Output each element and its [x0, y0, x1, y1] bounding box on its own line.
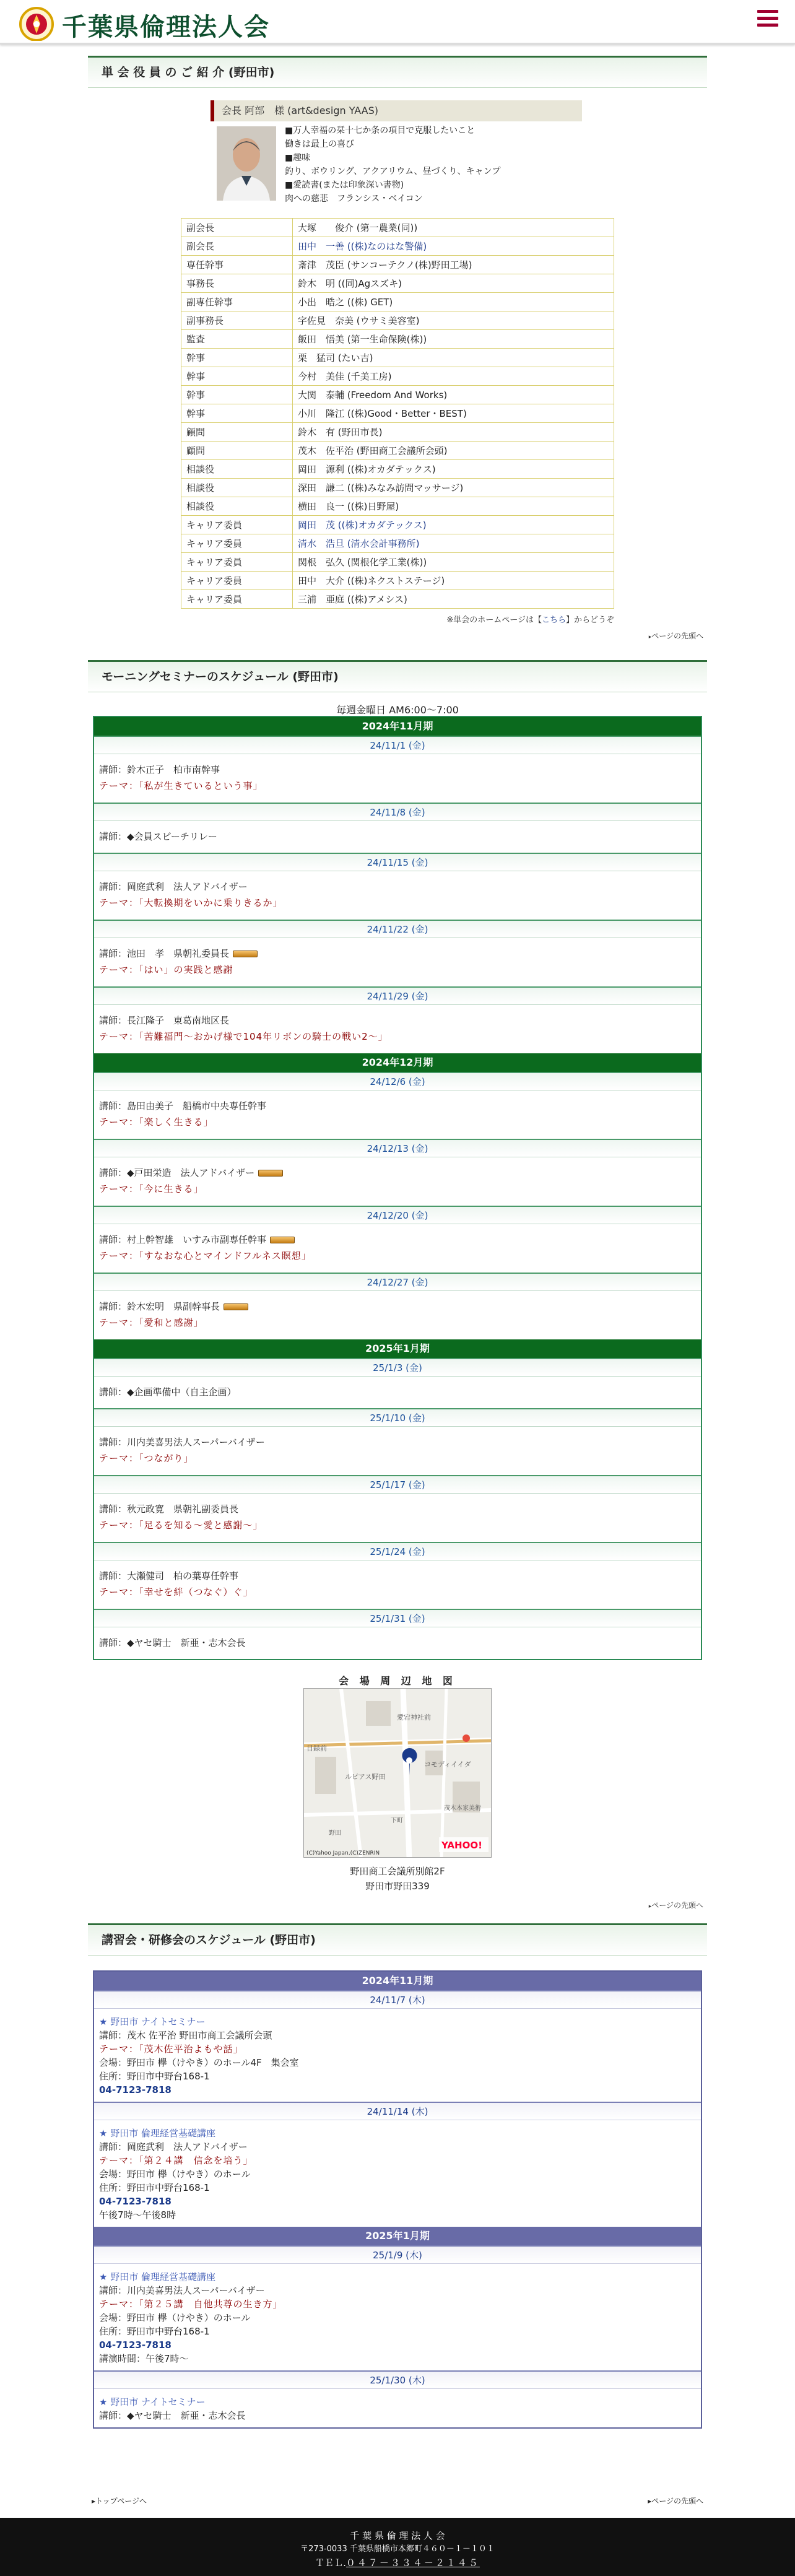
seminar-theme: テーマ：「つながり」: [99, 1453, 194, 1464]
officer-row: [181, 534, 614, 553]
officer-name: 横田 良一 ((株)日野屋): [293, 497, 614, 516]
profile-line: 釣り、ボウリング、アクアリウム、昼づくり、キャンプ: [285, 167, 501, 176]
seminar-entry: [94, 1494, 701, 1542]
seminar-entry: [94, 1090, 701, 1139]
officer-row: [181, 460, 614, 479]
officers-section: [88, 56, 707, 640]
seminar-date: 24/12/27 (金): [94, 1273, 701, 1291]
seminar-date: 25/1/3 (金): [94, 1358, 701, 1377]
officer-name: 深田 謙二 ((株)みなみ訪問マッサージ): [293, 479, 614, 497]
seminar-entry: [94, 1005, 701, 1053]
footer-org-name: 千 葉 県 倫 理 法 人 会: [350, 2530, 445, 2541]
speaker-text: 講師：池田 孝 県朝礼委員長: [99, 948, 230, 959]
officer-name: 飯田 悟美 (第一生命保険(株)): [293, 330, 614, 349]
seminar-date: 25/1/17 (金): [94, 1475, 701, 1494]
seminar-entry: [94, 1224, 701, 1273]
hamburger-menu-icon[interactable]: [755, 6, 780, 31]
seminar-speaker: [99, 879, 701, 895]
seminar-speaker: [99, 829, 701, 845]
seminar-entry: [94, 871, 701, 920]
seminar-date: 24/12/20 (金): [94, 1206, 701, 1224]
speaker-text: 講師：村上幹智雄 いすみ市副専任幹事: [99, 1234, 267, 1245]
homepage-link[interactable]: こちら: [541, 616, 566, 625]
lecture-date: 24/11/14 (木): [94, 2102, 701, 2120]
officer-row: [181, 404, 614, 423]
footer-tel: [0, 2556, 795, 2570]
speaker-text: 講師：川内美喜男法人スーパーバイザー: [99, 1437, 265, 1448]
officer-name: 茂木 佐平治 (野田商工会議所会頭): [293, 442, 614, 460]
lecture-theme: テーマ：「第２５講 自他共尊の生き方」: [99, 2299, 283, 2310]
event-name: ★ 野田市 ナイトセミナー: [99, 2396, 206, 2408]
officer-row: [181, 553, 614, 572]
officer-role: キャリア委員: [181, 534, 293, 553]
seminar-entry: [94, 1291, 701, 1339]
profile-badge-icon[interactable]: [270, 1237, 295, 1243]
seminar-speaker: [99, 1635, 701, 1651]
officer-name: 斎津 茂臣 (サンコーテクノ(株)野田工場): [293, 256, 614, 274]
officer-row: [181, 274, 614, 293]
seminar-entry: [94, 1157, 701, 1206]
seminar-speaker: [99, 1012, 701, 1029]
lecture-detail: 午後7時〜午後8時: [99, 2209, 176, 2221]
officer-role: 顧問: [181, 423, 293, 442]
speaker-text: 講師：岡庭武利 法人アドバイザー: [99, 881, 248, 892]
seminar-theme: テーマ：「愛和と感謝」: [99, 1317, 204, 1328]
arrow-icon: ▸: [648, 634, 652, 640]
site-title[interactable]: 千葉県倫理法人会: [62, 13, 270, 41]
officer-name: 鈴木 有 (野田市長): [293, 423, 614, 442]
officer-name[interactable]: 岡田 茂 ((株)オカダテックス): [293, 516, 614, 534]
seminar-speaker: [99, 1299, 701, 1315]
officer-role: 副専任幹事: [181, 293, 293, 311]
seminar-entry: [94, 1427, 701, 1475]
speaker-text: 講師：◆ヤセ騎士 新亜・志木会長: [99, 1637, 246, 1648]
seminar-theme: テーマ：「はい」の実践と感謝: [99, 964, 233, 975]
seminar-theme: テーマ：「幸せを絆（つなぐ）ぐ」: [99, 1586, 253, 1598]
to-top-link[interactable]: ▸ページの先頭へ: [648, 632, 703, 640]
officer-row: [181, 311, 614, 330]
map-label: 野田: [329, 1830, 341, 1837]
month-header: 2024年12月期: [94, 1053, 701, 1072]
lecture-section: [88, 1923, 707, 2505]
seminar-date: 24/12/6 (金): [94, 1072, 701, 1090]
seminar-theme: テーマ：「大転換期をいかに乗りきるか」: [99, 897, 283, 908]
map-copyright: (C)Yahoo Japan,(C)ZENRIN: [306, 1850, 380, 1856]
officer-name: 鈴木 明 ((同)Agスズキ): [293, 274, 614, 293]
section-title: 講習会・研修会のスケジュール (野田市): [88, 1923, 707, 1956]
lecture-detail: 会場：野田市 欅（けやき）のホール: [99, 2169, 251, 2180]
month-header: 2025年1月期: [94, 2227, 701, 2245]
section-title: 単 会 役 員 の ご 紹 介 (野田市): [88, 56, 707, 88]
map-label: 下町: [391, 1817, 403, 1824]
seminar-entry: [94, 938, 701, 986]
speaker-text: 講師：鈴木正子 柏市南幹事: [99, 764, 220, 775]
month-header: 2024年11月期: [94, 1972, 701, 1990]
seminar-date: 24/11/1 (金): [94, 736, 701, 754]
officer-role: 顧問: [181, 442, 293, 460]
speaker-text: 講師：◆戸田栄造 法人アドバイザー: [99, 1167, 255, 1178]
officer-role: 幹事: [181, 386, 293, 404]
to-top-link[interactable]: ▸ページの先頭へ: [648, 2497, 703, 2505]
lecture-date: 25/1/9 (木): [94, 2245, 701, 2264]
profile-badge-icon[interactable]: [233, 951, 258, 957]
seminar-date: 25/1/10 (金): [94, 1408, 701, 1427]
map-label: 茂木本家美術: [444, 1805, 481, 1812]
map-label: 愛宕神社前: [397, 1713, 431, 1721]
officer-row: [181, 479, 614, 497]
lecture-schedule: [93, 1970, 702, 2429]
profile-line: 肉への慈悲 フランシス・ベイコン: [285, 194, 423, 204]
officer-name: 今村 美佳 (千美工房): [293, 367, 614, 386]
speaker-text: 講師：大瀬健司 柏の葉専任幹事: [99, 1570, 239, 1582]
officer-name[interactable]: 田中 一善 ((株)なのはな警備): [293, 237, 614, 256]
seminar-theme: テーマ：「苦難福門～おかげ様で104年リボンの騎士の戦い2～」: [99, 1031, 388, 1042]
homepage-note: [410, 613, 614, 625]
president-label: 会長 阿部 様 (art&design YAAS): [211, 100, 582, 121]
officer-role: 専任幹事: [181, 256, 293, 274]
lecture-detail: 講演時間：午後7時〜: [99, 2353, 189, 2364]
profile-line: 働きは最上の喜び: [285, 139, 354, 149]
lecture-entry: [94, 2389, 701, 2427]
officer-name: 田中 大介 ((株)ネクストステージ): [293, 572, 614, 590]
lecture-entry: [94, 2264, 701, 2370]
phone-number[interactable]: 04-7123-7818: [99, 2196, 172, 2207]
link-label: ページの先頭へ: [651, 2497, 703, 2505]
site-header: [0, 0, 795, 45]
officer-row: [181, 590, 614, 609]
president-profile: [285, 124, 500, 206]
officer-role: 副会長: [181, 219, 293, 237]
lecture-detail: 住所：野田市中野台168-1: [99, 2182, 210, 2193]
officer-role: 幹事: [181, 404, 293, 423]
speaker-text: 講師：◆会員スピーチリレー: [99, 831, 217, 842]
lecture-detail: 講師：◆ヤセ騎士 新亜・志木会長: [99, 2410, 246, 2421]
speaker-text: 講師：鈴木宏明 県副幹事長: [99, 1301, 220, 1312]
lecture-date: 24/11/7 (木): [94, 1990, 701, 2009]
site-footer: [0, 2518, 795, 2576]
officer-row: [181, 330, 614, 349]
profile-line: ■万人幸福の栞十七か条の項目で克服したいこと: [285, 126, 476, 136]
lecture-theme: テーマ：「第２４講 信念を培う」: [99, 2155, 253, 2166]
map-label: 目録前: [306, 1744, 327, 1752]
venue-address: [88, 1864, 707, 1894]
lecture-detail: 会場：野田市 欅（けやき）のホール4F 集会室: [99, 2057, 299, 2068]
seminar-entry: [94, 754, 701, 803]
seminar-date: 25/1/24 (金): [94, 1542, 701, 1560]
lecture-detail: 住所：野田市中野台168-1: [99, 2071, 210, 2082]
seminar-speaker: [99, 762, 701, 778]
svg-text:YAHOO!: YAHOO!: [441, 1840, 482, 1851]
officer-row: [181, 423, 614, 442]
officer-role: 幹事: [181, 367, 293, 386]
arrow-icon: ▸: [648, 1904, 652, 1910]
map-title: 会 場 周 辺 地 図: [339, 1675, 456, 1687]
seminar-speaker: [99, 946, 701, 962]
officer-row: [181, 516, 614, 534]
officer-role: 副会長: [181, 237, 293, 256]
officer-name: 三浦 亜庭 ((株)アメシス): [293, 590, 614, 609]
seminar-date: 24/11/8 (金): [94, 803, 701, 821]
officer-name: 関根 弘久 (関根化学工業(株)): [293, 553, 614, 572]
morning-seminar-section: [88, 660, 707, 1910]
note-text: 】からどうぞ: [565, 616, 614, 625]
officer-row: [181, 386, 614, 404]
seminar-theme: テーマ：「今に生きる」: [99, 1183, 204, 1194]
profile-line: ■愛読書(または印象深い書物): [285, 180, 404, 190]
lecture-entry: [94, 2120, 701, 2227]
venue-map[interactable]: [303, 1688, 492, 1858]
officer-role: 相談役: [181, 479, 293, 497]
officer-row: [181, 349, 614, 367]
officer-row: [181, 219, 614, 237]
speaker-text: 講師：長江隆子 東葛南地区長: [99, 1015, 230, 1026]
officer-row: [181, 293, 614, 311]
seminar-date: 24/11/29 (金): [94, 986, 701, 1005]
seminar-date: 24/11/22 (金): [94, 920, 701, 938]
seminar-date: 24/12/13 (金): [94, 1139, 701, 1157]
address-line: 野田商工会議所別館2F: [350, 1866, 445, 1877]
month-header: 2024年11月期: [94, 717, 701, 736]
lecture-detail: 講師：川内美喜男法人スーパーバイザー: [99, 2285, 265, 2296]
seminar-speaker: [99, 1501, 701, 1517]
officer-row: [181, 442, 614, 460]
tel-label: ＴＥＬ.: [315, 2557, 346, 2569]
lecture-date: 25/1/30 (木): [94, 2370, 701, 2389]
event-name: ★ 野田市 倫理経営基礎講座: [99, 2128, 215, 2139]
speaker-text: 講師：◆企画準備中（自主企画）: [99, 1386, 237, 1398]
speaker-text: 講師：秋元政寛 県朝礼副委員長: [99, 1503, 239, 1515]
officer-role: 監査: [181, 330, 293, 349]
officer-role: キャリア委員: [181, 553, 293, 572]
seminar-speaker: [99, 1384, 701, 1400]
tel-link[interactable]: ０４７－３３４－２１４５: [345, 2557, 480, 2569]
officer-row: [181, 572, 614, 590]
month-header: 2025年1月期: [94, 1339, 701, 1358]
lecture-detail: 講師：茂木 佐平治 野田市商工会議所会頭: [99, 2030, 272, 2041]
officer-role: キャリア委員: [181, 516, 293, 534]
officer-name: 小川 隆江 ((株)Good・Better・BEST): [293, 404, 614, 423]
seminar-entry: [94, 821, 701, 853]
officer-role: 副事務長: [181, 311, 293, 330]
officer-name: 大塚 俊介 (第一農業(同)): [293, 219, 614, 237]
event-name: ★ 野田市 倫理経営基礎講座: [99, 2271, 215, 2282]
lecture-theme: テーマ：「茂木佐平治よもや話」: [99, 2043, 243, 2055]
map-label: コモディイイダ: [424, 1760, 471, 1769]
seminar-speaker: [99, 1232, 701, 1248]
officer-name: 小出 晧之 ((株) GET): [293, 293, 614, 311]
officer-role: 相談役: [181, 460, 293, 479]
officer-role: キャリア委員: [181, 590, 293, 609]
seminar-entry: [94, 1377, 701, 1408]
map-label: ルピアス野田: [345, 1773, 386, 1781]
officers-table: [181, 218, 614, 609]
officer-row: [181, 367, 614, 386]
seminar-theme: テーマ：「楽しく生きる」: [99, 1116, 214, 1128]
seminar-theme: テーマ：「足るを知る～愛と感謝～」: [99, 1520, 263, 1531]
lecture-detail: 住所：野田市中野台168-1: [99, 2326, 210, 2337]
lecture-detail: 講師：岡庭武利 法人アドバイザー: [99, 2141, 248, 2152]
seminar-speaker: [99, 1568, 701, 1584]
officer-name: 大関 泰輔 (Freedom And Works): [293, 386, 614, 404]
logo-icon[interactable]: [17, 5, 56, 41]
seminar-schedule: [93, 716, 702, 1660]
phone-number[interactable]: 04-7123-7818: [99, 2339, 172, 2351]
officer-name: 字佐見 奈美 (ウサミ美容室): [293, 311, 614, 330]
officer-name: 岡田 源利 ((株)オカダテックス): [293, 460, 614, 479]
officer-row: [181, 497, 614, 516]
lecture-detail: 会場：野田市 欅（けやき）のホール: [99, 2312, 251, 2323]
top-page-link[interactable]: ▸トップページへ: [92, 2497, 147, 2505]
speaker-text: 講師：島田由美子 船橋市中央専任幹事: [99, 1100, 267, 1112]
president-photo: [217, 126, 276, 201]
officer-name[interactable]: 清水 浩旦 (清水会計事務所): [293, 534, 614, 553]
seminar-theme: テーマ：「私が生きているという事」: [99, 780, 263, 791]
event-name: ★ 野田市 ナイトセミナー: [99, 2016, 206, 2027]
note-text: ※単会のホームページは【: [446, 616, 542, 625]
seminar-time: 毎週金曜日 AM6:00〜7:00: [336, 704, 459, 716]
profile-badge-icon[interactable]: [258, 1170, 283, 1177]
officer-row: [181, 237, 614, 256]
seminar-theme: テーマ：「すなおな心とマインドフルネス瞑想」: [99, 1250, 311, 1261]
profile-badge-icon[interactable]: [224, 1303, 248, 1310]
seminar-speaker: [99, 1165, 701, 1181]
address-line: 野田市野田339: [365, 1881, 430, 1892]
officer-role: 相談役: [181, 497, 293, 516]
seminar-entry: [94, 1627, 701, 1659]
section-title: モーニングセミナーのスケジュール (野田市): [88, 660, 707, 692]
seminar-speaker: [99, 1098, 701, 1114]
officer-role: キャリア委員: [181, 572, 293, 590]
seminar-date: 25/1/31 (金): [94, 1609, 701, 1627]
phone-number[interactable]: 04-7123-7818: [99, 2084, 172, 2095]
link-label: トップページへ: [95, 2497, 147, 2505]
lecture-entry: [94, 2009, 701, 2102]
footer-address: 〒273-0033 千葉県船橋市本郷町４６０－１－１０１: [300, 2544, 495, 2554]
officer-name: 栗 猛司 (たい吉): [293, 349, 614, 367]
officer-role: 幹事: [181, 349, 293, 367]
profile-line: ■趣味: [285, 153, 311, 163]
officer-row: [181, 256, 614, 274]
seminar-date: 24/11/15 (金): [94, 853, 701, 871]
to-top-link[interactable]: ▸ページの先頭へ: [648, 1901, 703, 1910]
seminar-speaker: [99, 1434, 701, 1450]
seminar-entry: [94, 1560, 701, 1609]
officer-role: 事務長: [181, 274, 293, 293]
